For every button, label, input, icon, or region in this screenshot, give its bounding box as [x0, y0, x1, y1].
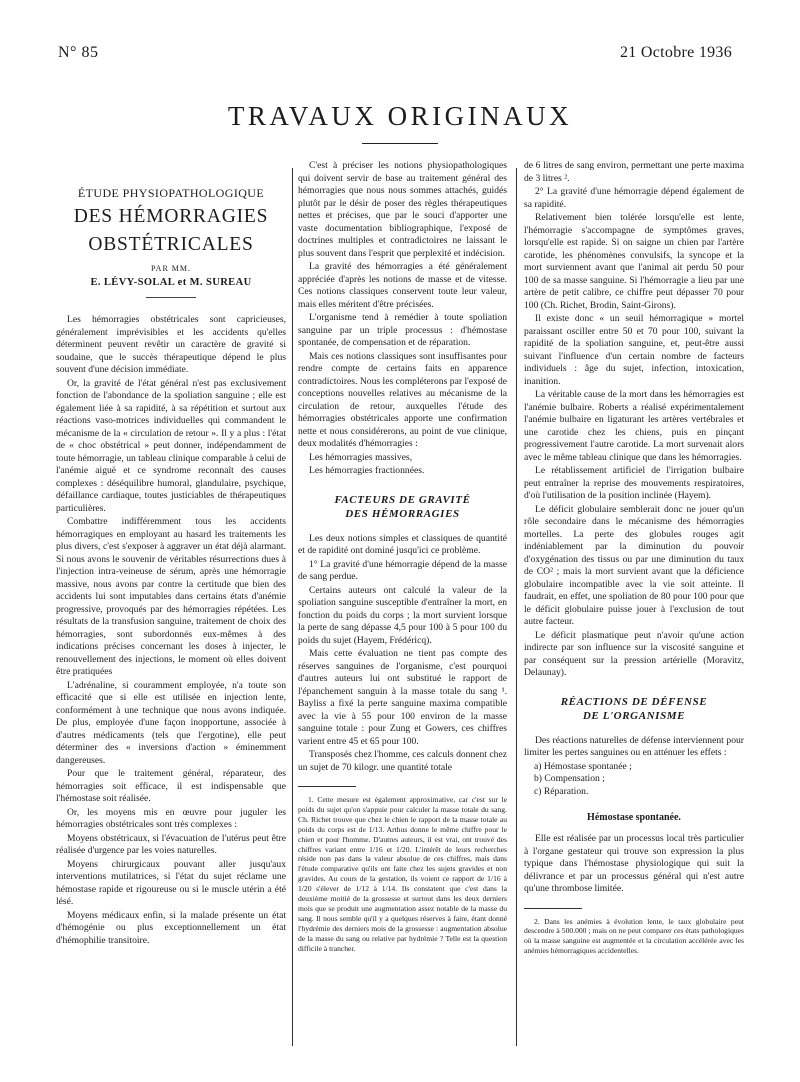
article-header-rule	[146, 297, 196, 298]
section-title: TRAVAUX ORIGINAUX	[227, 101, 573, 131]
list-line: Les hémorragies massives,	[309, 451, 413, 463]
paragraph: La véritable cause de la mort dans les hémorragies est l'anémie bulbaire. Roberts a réalisé expérimentalement l'anémie bulbaire en ligaturant les artères vertébrales et une carotide chez les chiens, puis en pinçant progressivement l'autre carotide. La mort survenait alors avec le même tableau clinique que dans les hémorragies.	[524, 389, 744, 463]
paragraph: Il existe donc « un seuil hémorragique » mortel paraissant osciller entre 50 et 70 pour 100, suivant la rapidité de la spoliation sanguine, et, peut-être aussi suivant l'influence d'un certain nombre de facteurs individuels : âge du sujet, infection, intoxication, inanition.	[524, 313, 744, 387]
paragraph: Certains auteurs ont calculé la valeur de la spoliation sanguine susceptible d'entraîner la mort, en fonction du poids du corps ; la mort survient lorsque la perte de sang dépasse 4,5 pour 100 à 5 pour 100 du poids du sujet (Hayem, Frédéricq).	[298, 584, 507, 646]
article-supertitle: ÉTUDE PHYSIOPATHOLOGIQUE	[77, 186, 265, 200]
column-2	[298, 160, 507, 1070]
section-heading-line: DE L'ORGANISME	[582, 709, 686, 722]
paragraph: Des réactions naturelles de défense interviennent pour limiter les pertes sanguines ou en atténuer les effets :	[524, 734, 744, 758]
paragraph: La gravité des hémorragies a été généralement appréciée d'après les notions de masse et de vitesse. Ces notions classiques conservent toute leur valeur, mais elles méritent d'être précisées.	[298, 261, 507, 310]
paragraph: Moyens chirurgicaux pouvant aller jusqu'aux interventions mutilatrices, si l'état du sujet réclame une hémostase rapide et rigoureuse ou si le muscle utérin a été lésé.	[56, 858, 286, 907]
article-title-line-1: DES HÉMORRAGIES	[73, 206, 269, 227]
column-1	[56, 160, 286, 1070]
paragraph: Les hémorragies obstétricales sont capricieuses, généralement imprévisibles et les accidents qu'elles déterminent peuvent revêtir un caractère de gravité si soudaine, que le succès thérapeutique dépend le plus souvent d'une décision immédiate.	[56, 314, 286, 375]
paragraph: Mais cette évaluation ne tient pas compte des réserves sanguines de l'organisme, c'est pourquoi d'autres auteurs lui ont substitué le rapport de l'épanchement sanguin à la masse totale du sang ¹. Bayliss a fixé la perte sanguine maxima compatible avec la vie à 55 pour 100 environ de la masse sanguine totale : pour Zung et Gowers, ces chiffres varient entre 45 et 65 pour 100.	[298, 648, 507, 747]
article-title-line-2: OBSTÉTRICALES	[88, 234, 254, 255]
footnote-2: 2. Dans les anémies à évolution lente, le taux globulaire peut descendre à 500.000 ; mais on ne peut comparer ces états pathologiques où la masse sanguine est augmentée et la circulation accélérée avec les anémies hémorragiques accidentelles.	[524, 916, 744, 956]
issue-number: N° 85	[58, 44, 99, 61]
paragraph: Le déficit plasmatique peut n'avoir qu'une action indirecte par son influence sur la viscosité sanguine et par conséquent sur la pression artérielle (Moravitz, Delaunay).	[524, 629, 744, 678]
paragraph: Elle est réalisée par un processus local très particulier à l'organe gestateur qui trouve son expression la plus typique dans l'hémostase physiologique qui suit la délivrance et par un processus général qui n'est autre qu'une thrombose limitée.	[524, 833, 744, 894]
paragraph: Le rétablissement artificiel de l'irrigation bulbaire peut entraîner la reprise des mouvements respiratoires, d'où l'utilisation de la position inclinée (Hayem).	[524, 465, 744, 501]
paragraph: L'adrénaline, si couramment employée, n'a toute son efficacité que si elle est utilisée en injection lente, conformément à une technique que nous avons indiquée. De plus, employée d'une façon inopportune, associée à d'autres médicaments (tels que l'ergotine), elle peut déterminer des « inversions d'action » éminemment dangereuses.	[56, 679, 286, 766]
article-header	[56, 160, 286, 298]
section-heading-line: DES HÉMORRAGIES	[345, 507, 460, 520]
paragraph: Or, les moyens mis en œuvre pour juguler les hémorragies obstétricales sont très complexes :	[56, 806, 286, 830]
list-item: a) Hémostase spontanée ;	[534, 760, 632, 772]
footnote-rule	[524, 908, 582, 909]
column-3	[524, 160, 744, 1070]
list-item: c) Réparation.	[534, 785, 589, 797]
footnote-1: 1. Cette mesure est également approximative, car c'est sur le poids du sujet qu'on s'appuie pour calculer la masse totale du sang. Ch. Richet trouve que chez le chien le rapport de la masse totale au poids du corps est de 1/13. Arthus donne le même chiffre pour le chien et pour l'homme. D'autres auteurs, il est vrai, ont trouvé des chiffres variant entre 1/16 et 1/20. L'intérêt de leurs recherches réside non pas dans la valeur absolue de ces chiffres, mais dans l'étude comparative qu'ils ont faite chez les sujets gravides et non gravides. Au cours de la gestation, ils voient ce rapport de 1/16 à 1/20 s'élever de 1/12 à 1/14. Ils constatent que c'est dans la deuxième moitié de la grossesse et surtout dans les deux derniers mois que se produit une augmentation assez notable de la masse du sang. Il nous semble qu'il y a quelques réserves à faire, étant donné l'hydrémie des derniers mois de la grossesse : augmentation absolue de la masse du sang ou relative par hydrémie ? Telle est la question difficile à trancher.	[298, 795, 507, 953]
paragraph: 2° La gravité d'une hémorragie dépend également de sa rapidité.	[524, 186, 744, 210]
footnote-rule	[298, 786, 356, 787]
paragraph: Les deux notions simples et classiques de quantité et de rapidité ont dominé jusqu'ici ce problème.	[298, 532, 507, 556]
paragraph: Moyens médicaux enfin, si la malade présente un état d'hémogénie ou plus exceptionnellement un état d'hémophilie transitoire.	[56, 909, 286, 946]
column-divider-right	[516, 168, 517, 1046]
paragraph: C'est à préciser les notions physiopathologiques qui doivent servir de base au traitement général des hémorragies que nous nous sommes attachés, guidés plutôt par le désir de poser des règles thérapeutiques nettes et précises, que par le souci d'apporter une vaste documentation bibliographique, l'exposé de doctrines multiples et contradictoires ne laissant le plus souvent dans l'esprit que perplexité et indécision.	[298, 160, 507, 259]
paragraph: Moyens obstétricaux, si l'évacuation de l'utérus peut être réalisée d'urgence par les voies naturelles.	[56, 832, 286, 856]
section-heading-line: RÉACTIONS DE DÉFENSE	[560, 695, 708, 708]
paragraph: de 6 litres de sang environ, permettant une perte maxima de 3 litres ².	[524, 160, 744, 184]
list-item: b) Compensation ;	[534, 773, 605, 784]
section-heading-gravite	[298, 493, 507, 521]
article-by: PAR MM.	[150, 264, 192, 273]
paragraph: Pour que le traitement général, réparateur, des hémorragies soit efficace, il est indispensable que l'hémostase soit réalisée.	[56, 768, 286, 804]
paragraph: L'organisme tend à remédier à toute spoliation sanguine par un triple processus : d'hémostase spontanée, de compensation et de réparation.	[298, 312, 507, 348]
paragraph: 1° La gravité d'une hémorragie dépend de la masse de sang perdue.	[298, 558, 507, 582]
section-heading-line: FACTEURS DE GRAVITÉ	[334, 493, 471, 506]
paragraph: Mais ces notions classiques sont insuffisantes pour rendre compte de certains faits en apparence contradictoires. Nous les compléterons par l'exposé de conceptions nouvelles relatives au mécanisme de la circulation de retour, auxquelles l'étude des hémorragies obstétricales apporte une confirmation nette et nous considérerons, au point de vue clinique, deux modalités d'hémorragies :	[298, 350, 507, 449]
paragraph: Relativement bien tolérée lorsqu'elle est lente, l'hémorragie s'accompagne de symptômes graves, lorsqu'elle est rapide. Si on saigne un chien par l'artère carotide, les phénomènes convulsifs, la syncope et la mort surviennent avant que l'animal ait perdu 50 pour 100 de sa masse sanguine. Si l'hémorragie a lieu par une artère de petit calibre, ce chiffre peut dépasser 70 pour 100 (Ch. Richet, Brodin, Saint-Girons).	[524, 212, 744, 311]
article-authors: E. LÉVY-SOLAL et M. SUREAU	[90, 277, 252, 288]
issue-date: 21 Octobre 1936	[620, 44, 733, 61]
paragraph: Or, la gravité de l'état général n'est pas exclusivement fonction de l'abondance de la spoliation sanguine ; elle est également liée à sa rapidité, à sa répétition et surtout aux réactions vaso-motrices individuelles qui commandent le mécanisme de la « circulation de retour ». Il y a plus : l'état de « choc obstétrical » peut donner, indépendamment de toute hémorragie, un tableau clinique comparable à celui de l'anémie aiguë et ce syndrome reconnaît des causes complexes : déséquilibre humoral, glandulaire, psychique, défaillance cardiaque, toutes justiciables de thérapeutiques particulières.	[56, 377, 286, 514]
paragraph: Transposés chez l'homme, ces calculs donnent chez un sujet de 70 kilogr. une quantité totale	[298, 749, 507, 773]
subsection-heading: Hémostase spontanée.	[587, 812, 681, 823]
column-divider-left	[292, 168, 293, 1046]
title-rule	[362, 143, 438, 144]
paragraph: Combattre indifféremment tous les accidents hémorragiques en employant au hasard les traitements les plus divers, c'est s'exposer à aggraver un état déjà alarmant. Si nous avons le souvenir de véritables résurrections dues à l'injection intra-veineuse de sérum, après une hémorragie massive, nous avons par contre la certitude que bien des accidents lui sont imputables dans certains états d'anémie progressive, provoqués par des hémorragies répétées. Les résultats de la transfusion sanguine, traitement de choix des hémorragies, sont subordonnés eux-mêmes à des indications précises concernant les doses à injecter, le renouvellement des injections, le moment où elles doivent être pratiquées	[56, 516, 286, 677]
list-line: Les hémorragies fractionnées.	[309, 465, 425, 476]
section-heading-reactions	[524, 695, 744, 723]
paragraph: Le déficit globulaire semblerait donc ne jouer qu'un rôle secondaire dans le mécanisme des hémorragies mortelles. La perte des globules rouges agit indéniablement par la diminution du pouvoir d'oxygénation des tissus ou par une diminution du taux de CO² ; mais la mort survient avant que la déficience globulaire incompatible avec la vie soit atteinte. Il faudrait, en effet, une spoliation de 80 pour 100 pour que le déficit globulaire puisse jouer à l'exclusion de tout autre facteur.	[524, 503, 744, 627]
